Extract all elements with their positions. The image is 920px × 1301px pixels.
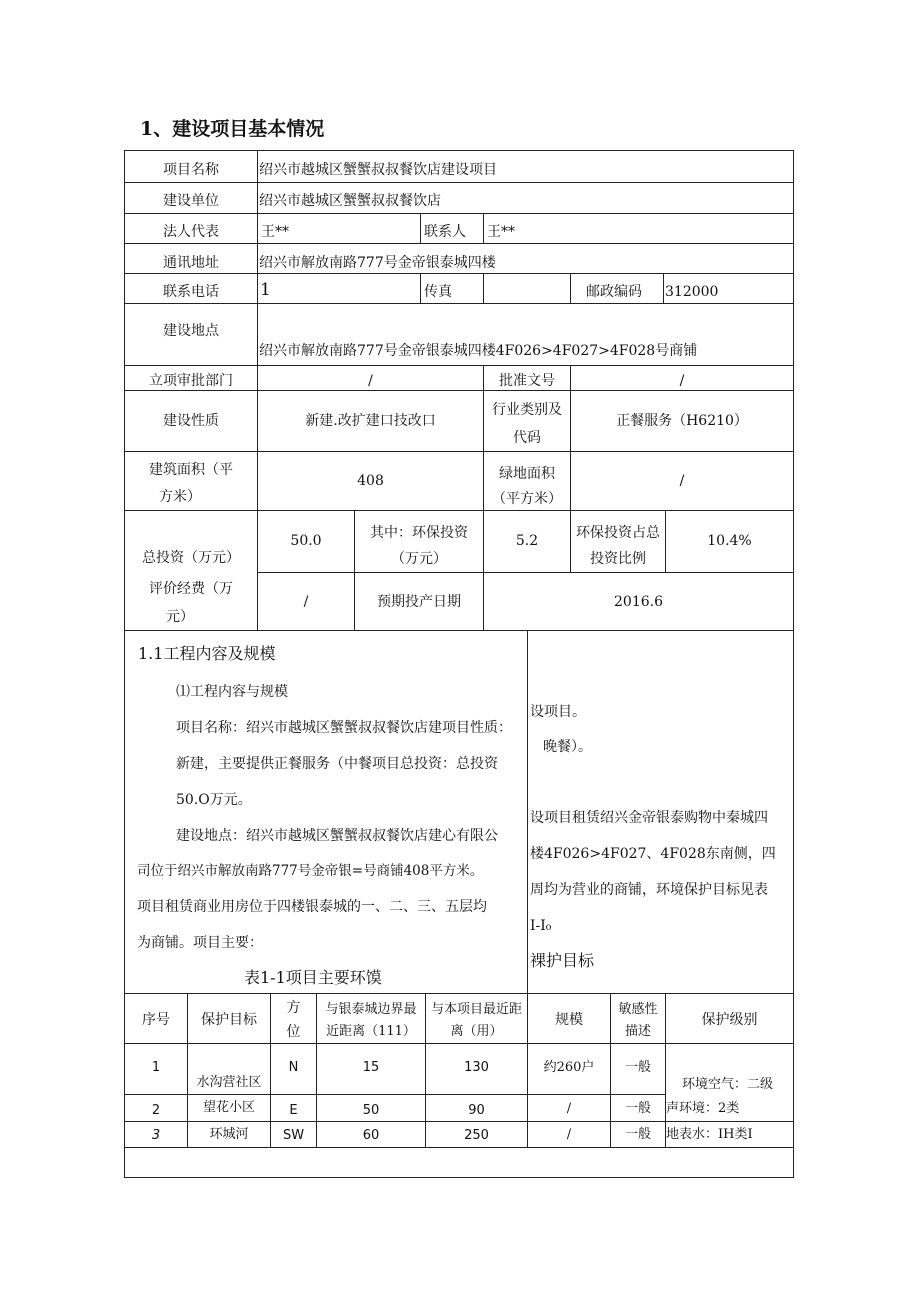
row-scale: / [566, 1127, 572, 1142]
nature-value: 新建.改扩建口技改口 [305, 413, 436, 429]
scope-line-5: 司位于绍兴市解放南路777号金帝银=号商铺408平方米。 [137, 863, 484, 879]
row-target: 水沟营社区 [196, 1075, 262, 1090]
row-d2: 250 [464, 1128, 489, 1143]
table-caption: 表1-1项目主要环馍 [244, 968, 382, 987]
right-caption: 裸护目标 [530, 951, 595, 970]
date-value: 2016.6 [614, 594, 663, 610]
scope-right-line-3: 周均为营业的商铺，环境保护目标见表 [530, 882, 768, 898]
scope-line-7: 为商铺。项目主要： [137, 935, 263, 951]
phone-value: 1 [260, 280, 271, 300]
approval-dept-value: / [368, 373, 373, 389]
industry-label-1: 行业类别及 [492, 402, 562, 418]
header-d1-2: 近距离（111） [326, 1024, 416, 1039]
header-scale: 规模 [555, 1012, 583, 1028]
scope-subtitle: ⑴工程内容与规模 [176, 684, 288, 700]
legal-rep-value: 王** [261, 224, 289, 240]
header-dir-2: 位 [286, 1024, 301, 1040]
env-invest-value: 5.2 [515, 533, 539, 549]
legal-rep-label: 法人代表 [163, 224, 219, 240]
header-dir-1: 方 [286, 1000, 301, 1016]
row-d2: 90 [468, 1103, 485, 1118]
header-d1-1: 与银泰城边界最 [325, 1002, 417, 1017]
row-level: 环境空气：二级 [682, 1077, 774, 1092]
postcode-value: 312000 [665, 284, 719, 300]
row-no: 1 [151, 1060, 161, 1075]
fee-value: / [303, 594, 309, 610]
header-sens-2: 描述 [624, 1024, 651, 1039]
env-invest-label-2: （万元） [391, 551, 447, 567]
env-invest-label-1: 其中：环保投资 [370, 525, 468, 541]
address-value: 绍兴市解放南路777号金帝银泰城四楼 [259, 255, 496, 271]
green-value: / [679, 473, 685, 489]
industry-value: 正餐服务（H6210） [616, 413, 748, 429]
row-no: 3 [151, 1128, 161, 1143]
contact-value: 王** [487, 224, 515, 240]
scope-line-1: 项目名称：绍兴市越城区蟹蟹叔叔餐饮店建项目性质： [176, 720, 512, 736]
row-d1: 50 [362, 1103, 380, 1118]
row-sens: 一般 [624, 1060, 651, 1075]
row-sens: 一般 [624, 1127, 651, 1142]
ratio-label-1: 环保投资占总 [576, 525, 660, 541]
contact-label: 联系人 [424, 224, 466, 240]
row-d1: 15 [362, 1060, 380, 1075]
scope-title: 1.1工程内容及规模 [138, 644, 276, 663]
header-d2-2: 离（用） [450, 1024, 503, 1039]
scope-right-2: 晚餐）。 [543, 739, 592, 755]
scope-right-1: 设项目。 [530, 704, 586, 720]
row-target: 望花小区 [202, 1100, 255, 1115]
site-label: 建设地点 [163, 323, 219, 339]
scope-right-line-2: 楼4F026>4F027、4F028东南侧，四 [530, 846, 776, 862]
project-name-value: 绍兴市越城区蟹蟹叔叔餐饮店建设项目 [259, 162, 497, 178]
green-label-2: （平方米） [492, 491, 562, 507]
invest-label: 总投资（万元） [142, 550, 240, 566]
address-label: 通讯地址 [163, 255, 219, 271]
row-level: 声环境：2类 [666, 1101, 740, 1116]
scope-line-4: 建设地点：绍兴市越城区蟹蟹叔叔餐饮店建心有限公 [176, 828, 498, 844]
fee-label-1: 评价经费（万 [149, 581, 233, 597]
row-level: 地表水：IH类I [666, 1127, 753, 1142]
area-label-1: 建筑面积（平 [149, 462, 233, 478]
header-d2-1: 与本项目最近距 [430, 1002, 522, 1017]
header-no: 序号 [142, 1012, 170, 1028]
project-name-label: 项目名称 [163, 162, 219, 178]
fax-label: 传真 [424, 284, 452, 300]
area-value: 408 [357, 473, 384, 489]
scope-right-line-1: 设项目租赁绍兴金帝银泰购物中秦城四 [530, 810, 768, 826]
scope-line-6: 项目租赁商业用房位于四楼银泰城的一、二、三、五层均 [137, 899, 487, 915]
ratio-value: 10.4% [707, 533, 752, 549]
site-value: 绍兴市解放南路777号金帝银泰城四楼4F026>4F027>4F028号商铺 [259, 343, 698, 359]
row-d1: 60 [362, 1128, 380, 1143]
header-target: 保护目标 [201, 1012, 257, 1028]
header-level: 保护级别 [701, 1012, 758, 1028]
fee-label-2: 元） [166, 609, 194, 625]
row-target: 环城河 [209, 1127, 249, 1142]
section-title: 1、建设项目基本情况 [140, 118, 325, 140]
industry-label-2: 代码 [513, 430, 541, 446]
date-label: 预期投产日期 [377, 594, 461, 610]
row-dir: N [288, 1060, 299, 1075]
row-scale: 约260户 [543, 1060, 595, 1075]
scope-line-2: 新建，主要提供正餐服务（中餐项目总投资：总投资 [176, 756, 498, 772]
row-dir: E [289, 1103, 298, 1118]
approval-no-value: / [679, 373, 685, 389]
row-d2: 130 [464, 1060, 489, 1075]
header-sens-1: 敏感性 [618, 1002, 658, 1017]
ratio-label-2: 投资比例 [590, 551, 646, 567]
approval-dept-label: 立项审批部门 [149, 373, 233, 389]
green-label-1: 绿地面积 [499, 466, 555, 482]
row-scale: / [566, 1101, 572, 1116]
row-sens: 一般 [624, 1101, 651, 1116]
builder-label: 建设单位 [163, 193, 219, 209]
row-dir: SW [282, 1128, 305, 1143]
builder-value: 绍兴市越城区蟹蟹叔叔餐饮店 [259, 193, 441, 209]
invest-value: 50.0 [290, 533, 322, 549]
phone-label: 联系电话 [163, 284, 219, 300]
nature-label: 建设性质 [163, 413, 219, 429]
scope-right-line-4: I-I₀ [530, 918, 552, 934]
postcode-label: 邮政编码 [586, 284, 642, 300]
approval-no-label: 批准文号 [499, 373, 555, 389]
area-label-2: 方米） [159, 489, 201, 505]
row-no: 2 [151, 1103, 161, 1118]
scope-line-3: 50.O万元。 [176, 792, 252, 808]
